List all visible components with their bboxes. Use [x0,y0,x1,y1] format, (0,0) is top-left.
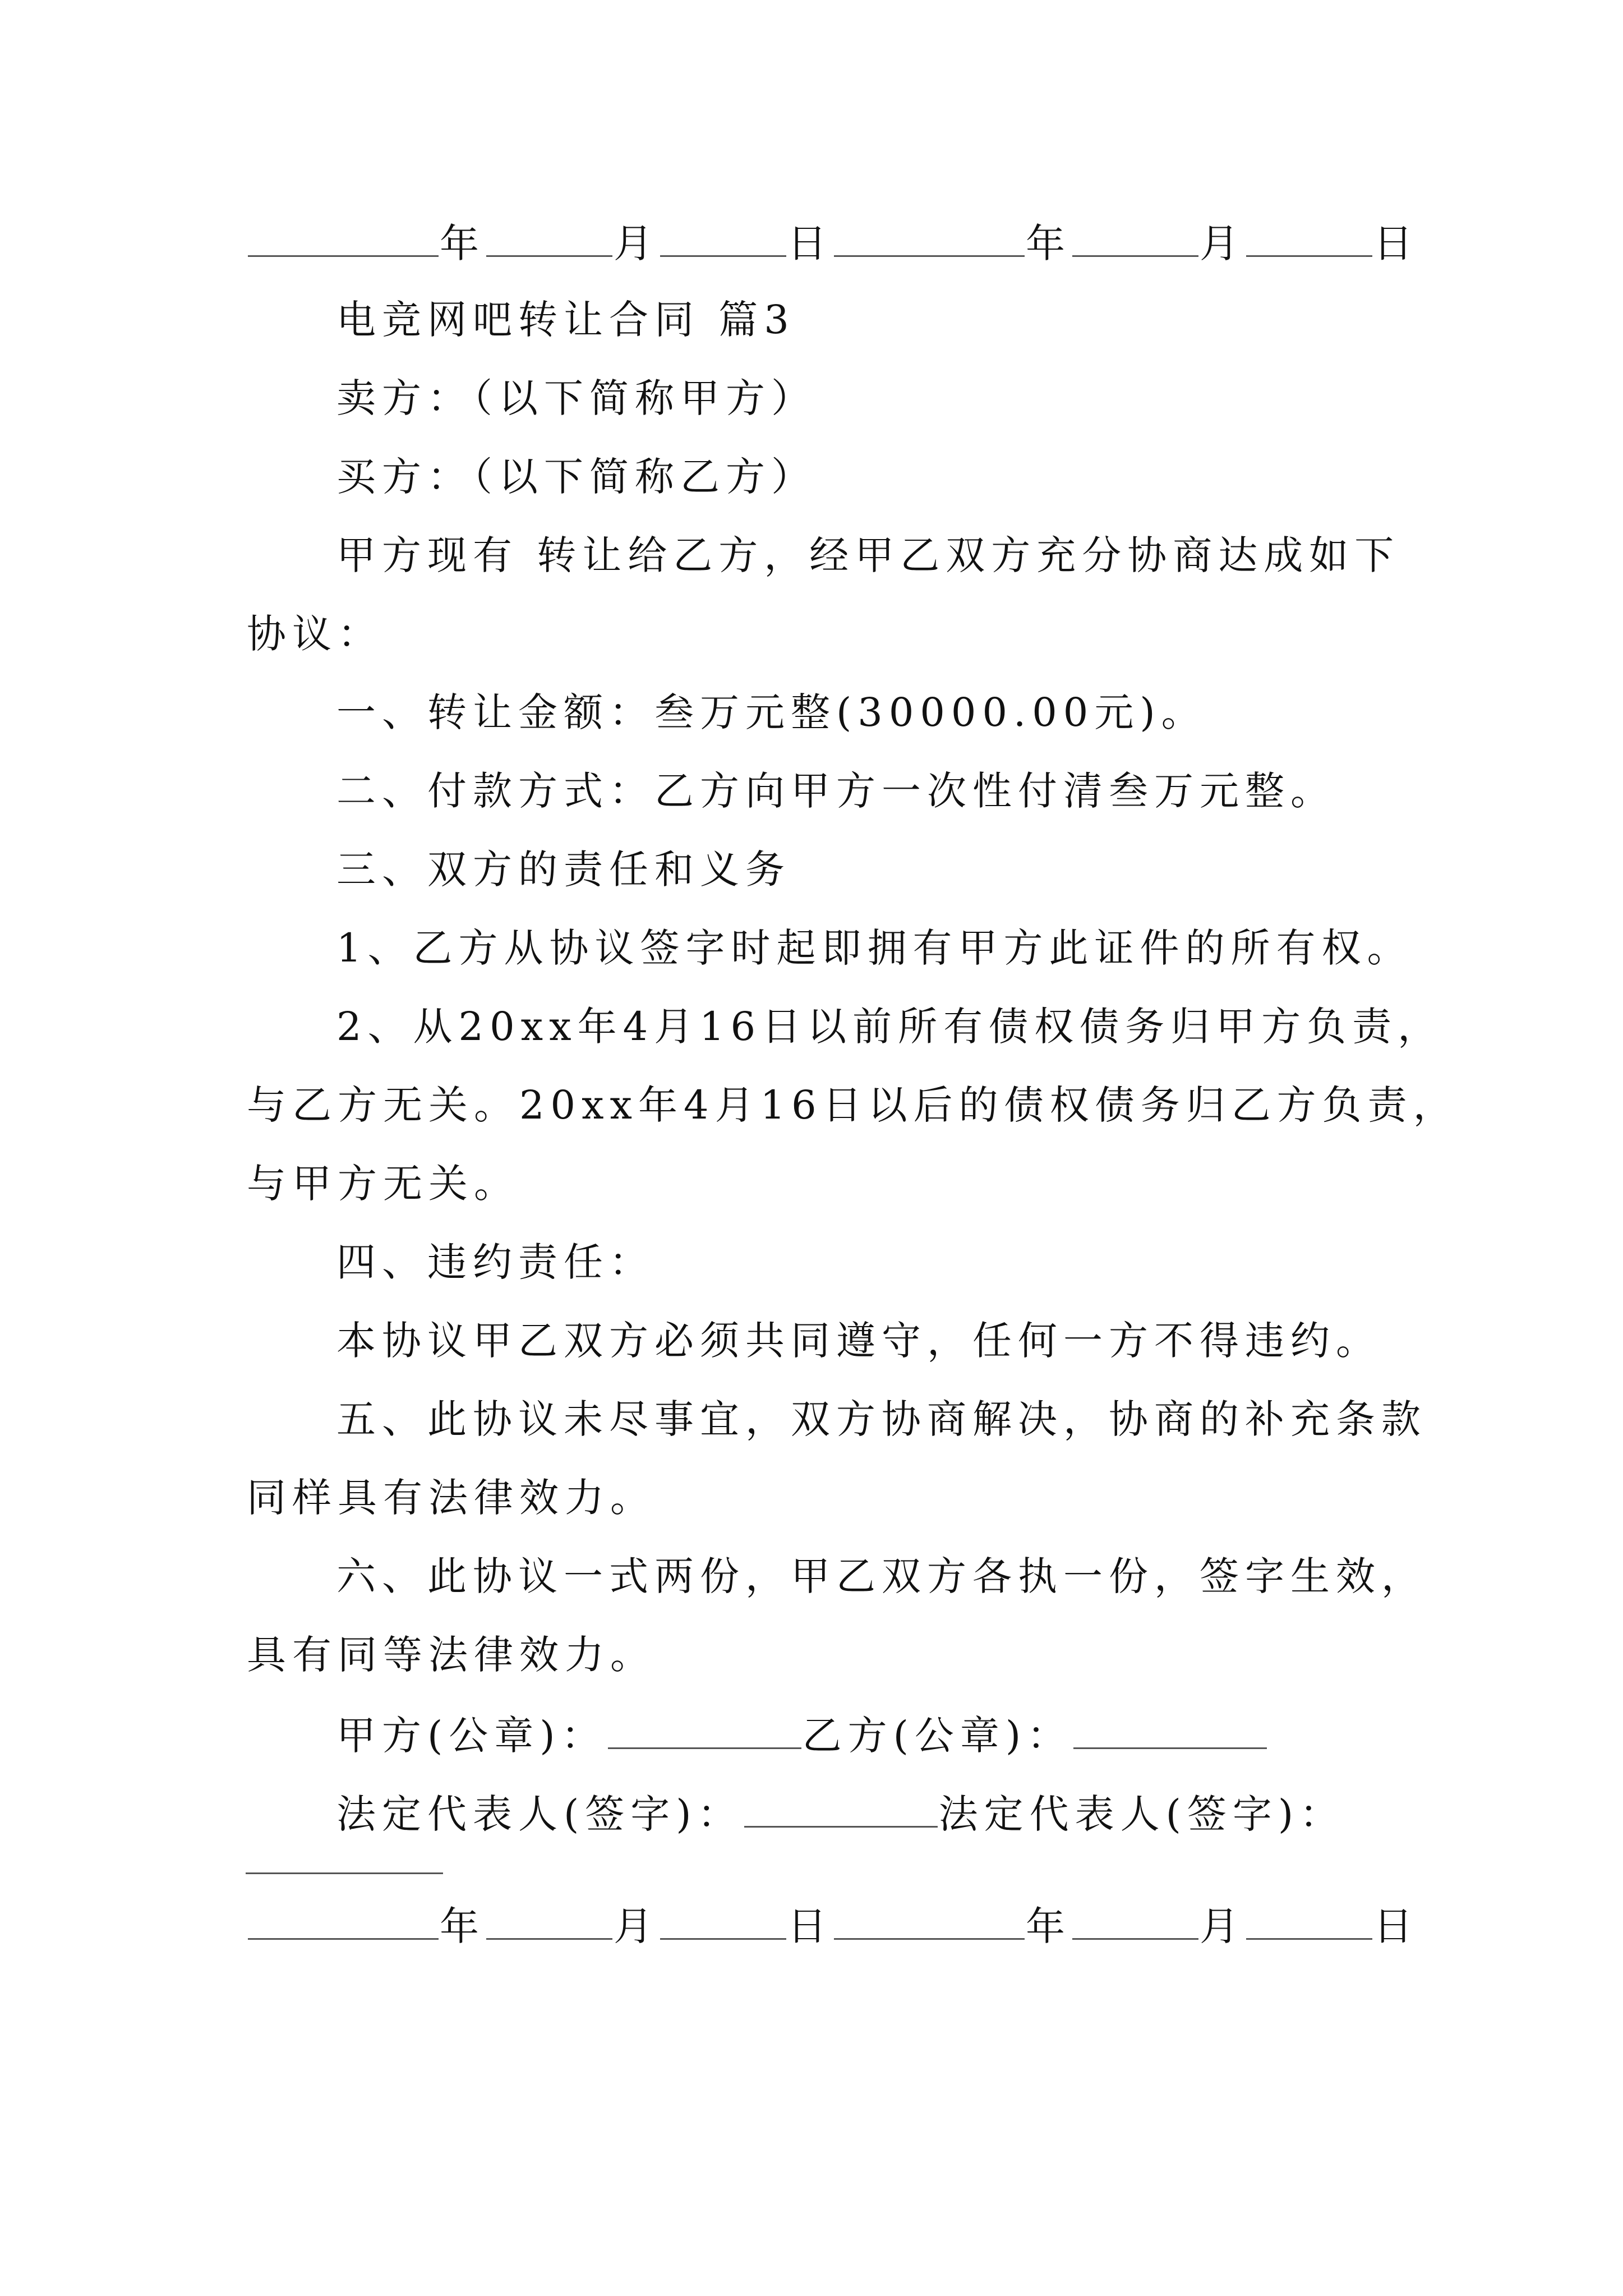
clause-6-line-2: 具有同等法律效力。 [247,1632,656,1678]
day-label: 日 [1373,1903,1419,1949]
clause-3-item-2-line-1: 2、从20xx年4月16日以前所有债权债务归甲方负责， [336,1004,1444,1050]
clause-4-text: 本协议甲乙双方必须共同遵守，任何一方不得违约。 [336,1318,1381,1364]
blank-year-b [834,1899,1025,1940]
clause-5-line-1: 五、此协议未尽事宜，双方协商解决，协商的补充条款 [336,1396,1427,1442]
clause-5-line-2: 同样具有法律效力。 [247,1475,656,1521]
clause-3-item-2-line-3: 与甲方无关。 [247,1161,519,1207]
month-label: 月 [614,220,659,266]
intro-line-1: 甲方现有 转让给乙方，经甲乙双方充分协商达成如下 [336,532,1400,578]
day-label: 日 [787,1903,833,1949]
seal-row [336,1708,1492,1761]
blank-year-a [248,216,439,257]
day-label: 日 [787,220,833,266]
contract-heading: 电竞网吧转让合同 篇3 [336,297,795,343]
month-label: 月 [1200,220,1245,266]
blank-month-b [1072,1899,1198,1940]
date-row-bottom [247,1899,1419,1952]
year-label: 年 [1026,1903,1071,1949]
blank-month-a [486,216,612,257]
clause-3-item-2-line-2: 与乙方无关。20xx年4月16日以后的债权债务归乙方负责， [247,1082,1459,1128]
clause-3-item-1: 1、乙方从协议签字时起即拥有甲方此证件的所有权。 [336,925,1413,971]
year-label: 年 [440,220,485,266]
party-b-seal-label: 乙方(公章)： [802,1713,1073,1759]
blank-year-a [248,1899,439,1940]
party-a-seal-label: 甲方(公章)： [336,1713,607,1759]
day-label: 日 [1373,220,1419,266]
year-label: 年 [1026,220,1071,266]
party-b-seal-blank [1073,1708,1267,1749]
blank-day-a [660,216,786,257]
year-label: 年 [440,1903,485,1949]
intro-line-2: 协议： [247,611,383,657]
party-a-seal-blank [608,1708,801,1749]
clause-6-line-1: 六、此协议一式两份，甲乙双方各执一份，签字生效， [336,1553,1427,1599]
clause-4-title: 四、违约责任： [336,1239,654,1285]
clause-3-title: 三、双方的责任和义务 [336,846,791,892]
clause-2: 二、付款方式：乙方向甲方一次性付清叁万元整。 [336,768,1336,814]
month-label: 月 [1200,1903,1245,1949]
seller-line: 卖方：（以下简称甲方） [336,375,817,421]
party-b-rep-blank [246,1872,443,1874]
party-a-rep-label: 法定代表人(签字)： [336,1791,743,1837]
blank-month-a [486,1899,612,1940]
blank-month-b [1072,216,1198,257]
blank-day-a [660,1899,786,1940]
clause-1: 一、转让金额：叁万元整(30000.00元)。 [336,689,1207,735]
month-label: 月 [614,1903,659,1949]
blank-day-b [1246,216,1372,257]
party-b-rep-label: 法定代表人(签字)： [938,1791,1345,1837]
party-a-rep-blank [744,1787,938,1828]
representative-row [336,1787,1492,1839]
blank-year-b [834,216,1025,257]
date-row-top [247,216,1419,269]
buyer-line: 买方：（以下简称乙方） [336,454,817,500]
blank-day-b [1246,1899,1372,1940]
